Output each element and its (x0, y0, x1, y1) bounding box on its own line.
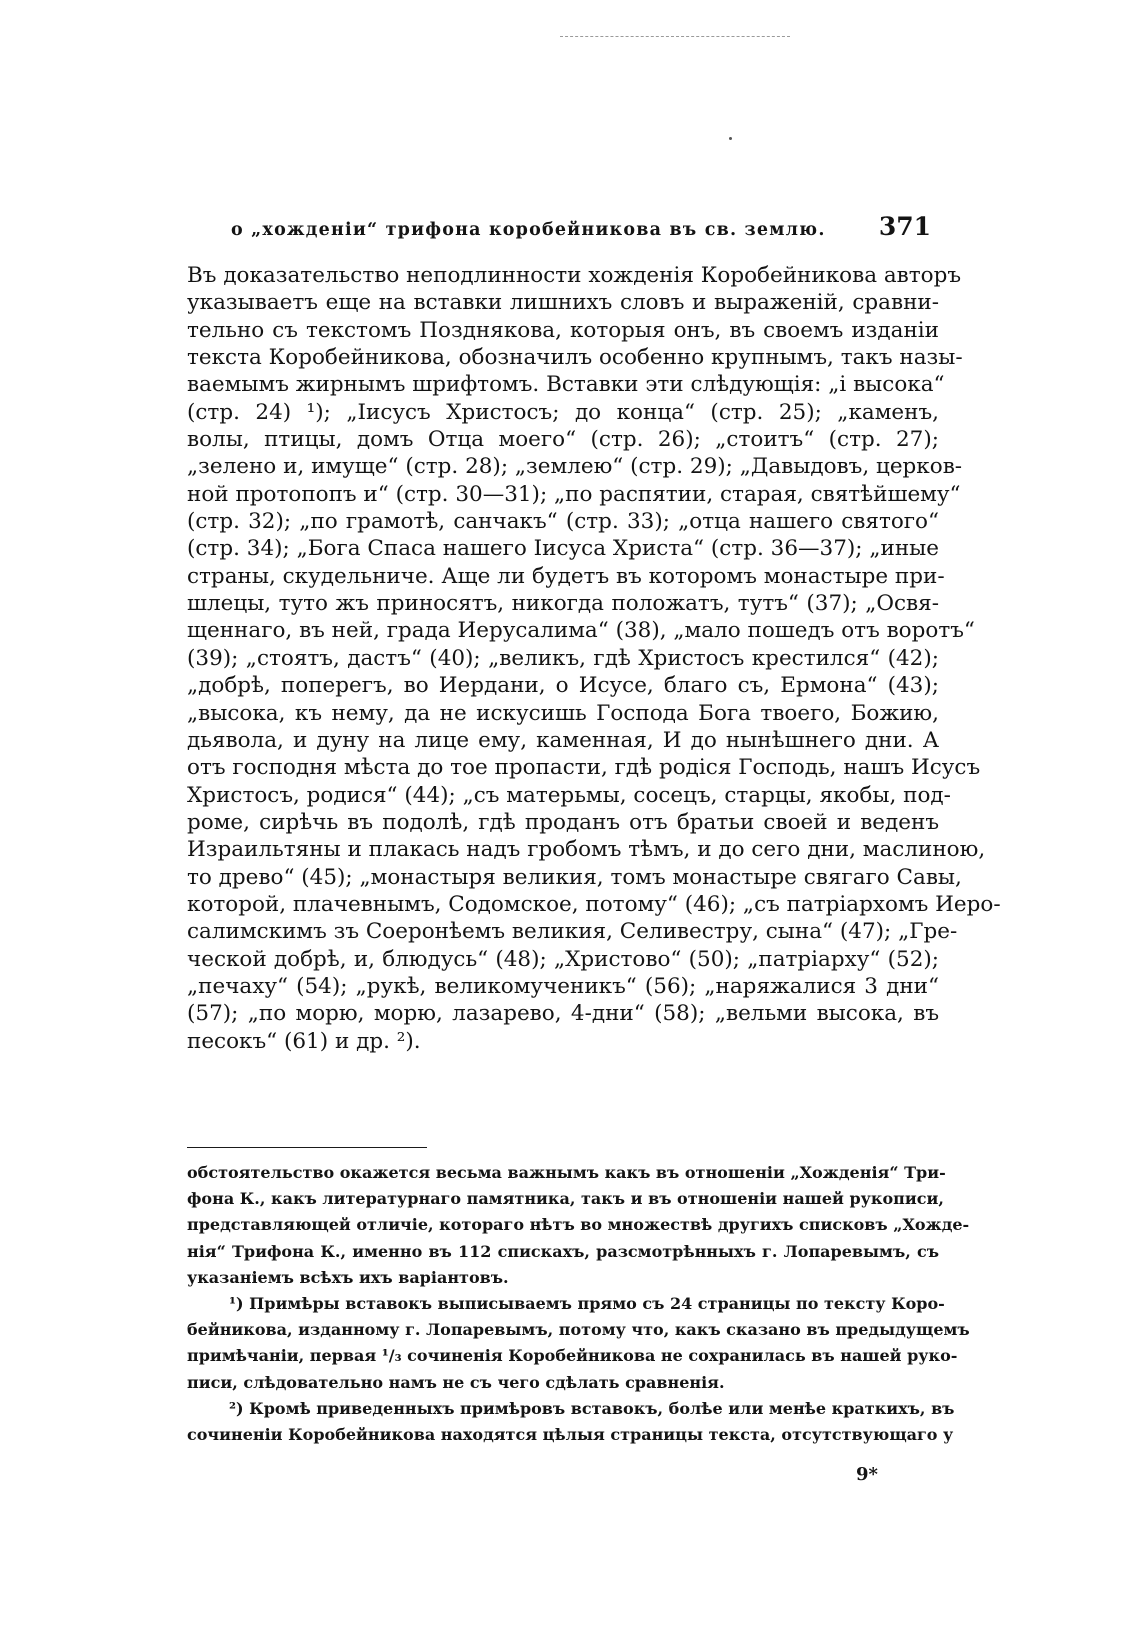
footnote-2-line: сочиненіи Коробейникова находятся цѣлыя страницы текста, отсутствующаго у (187, 1425, 954, 1445)
body-line: (57); „по морю, морю, лазарево, 4-дни“ (58); „вельми высока, въ (187, 1001, 939, 1027)
body-line: Въ доказательство неподлинности хожденія Коробейникова авторъ (187, 263, 962, 288)
body-line: „печаху“ (54); „рукѣ, великомученикъ“ (56); „наряжалися 3 дни“ (187, 973, 939, 999)
body-line: ной протопопъ и“ (стр. 30—31); „по распятии, старая, святѣйшему“ (187, 481, 961, 507)
footnote-1-line: бейникова, изданному г. Лопаревымъ, потому что, какъ сказано въ предыдущемъ (187, 1320, 970, 1340)
footnote-1-line: ¹) Примѣры вставокъ выписываемъ прямо съ 24 страницы по тексту Коро- (229, 1294, 945, 1314)
body-line: салимскимъ зъ Соеронѣемъ великия, Селивестру, сына“ (47); „Гре- (187, 919, 958, 945)
body-line: тельно съ текстомъ Позднякова, которыя онъ, въ своемъ изданіи (187, 317, 939, 343)
body-line: роме, сирѣчь въ подолѣ, гдѣ проданъ отъ братьи своей и веденъ (187, 809, 939, 835)
body-line: песокъ“ (61) и др. ²). (187, 1028, 421, 1054)
body-line: страны, скудельниче. Аще ли будетъ въ которомъ монастыре при- (187, 563, 945, 589)
body-line: ческой добрѣ, и, блюдусь“ (48); „Христово“ (50); „патріарху“ (52); (187, 946, 939, 972)
body-line: то древо“ (45); „монастыря великия, томъ монастыре свягаго Савы, (187, 864, 962, 890)
body-line: текста Коробейникова, обозначилъ особенно крупнымъ, такъ назы- (187, 345, 963, 371)
body-line: (стр. 24) ¹); „Іисусъ Христосъ; до конца“ (стр. 25); „каменъ, (187, 399, 939, 425)
body-line: (стр. 32); „по грамотѣ, санчакъ“ (стр. 33); „отца нашего святого“ (187, 509, 939, 535)
footnote-line: представляющей отличіе, котораго нѣтъ во множествѣ другихъ списковъ „Хожде- (187, 1215, 970, 1235)
page-number: 371 (878, 212, 931, 241)
body-line: дьявола, и дуну на лице ему, каменная, И до нынѣшнего дни. А (187, 727, 939, 753)
footnote-divider (187, 1147, 427, 1148)
running-head (231, 212, 931, 241)
running-title: о „хожденіи“ трифона коробейникова въ св. землю. (231, 220, 826, 240)
body-line: указываетъ еще на вставки лишнихъ словъ и выраженій, сравни- (187, 290, 939, 316)
body-line: щеннаго, въ ней, града Иерусалима“ (38), „мало пошедъ отъ воротъ“ (187, 618, 975, 644)
signature-mark: 9* (856, 1464, 878, 1485)
footnote-line: фона К., какъ литературнаго памятника, такъ и въ отношеніи нашей рукописи, (187, 1189, 944, 1209)
footnote-line: указаніемъ всѣхъ ихъ варіантовъ. (187, 1267, 509, 1287)
body-line: Израильтяны и плакась надъ гробомъ тѣмъ, и до сего дни, маслиною, (187, 837, 986, 863)
footnotes (187, 1160, 970, 1448)
body-line: (стр. 34); „Бога Спаса нашего Іисуса Христа“ (стр. 36—37); „иные (187, 536, 939, 562)
body-line: которой, плачевнымъ, Содомское, потому“ (46); „съ патріархомъ Иеро- (187, 891, 1001, 917)
footnote-line: нія“ Трифона К., именно въ 112 спискахъ, разсмотрѣнныхъ г. Лопаревымъ, съ (187, 1241, 939, 1261)
footnote-line: обстоятельство окажется весьма важнымъ какъ въ отношеніи „Хожденія“ Три- (187, 1163, 946, 1182)
footnote-2-line: ²) Кромѣ приведенныхъ примѣровъ вставокъ, болѣе или менѣе краткихъ, въ (229, 1398, 955, 1418)
body-line: волы, птицы, домъ Отца моего“ (стр. 26); „стоитъ“ (стр. 27); (187, 427, 939, 453)
footnote-1-line: примѣчаніи, первая ¹/₃ сочиненія Коробейникова не сохранилась въ нашей руко- (187, 1346, 958, 1366)
body-line: Христосъ, родися“ (44); „съ матерьмы, сосецъ, старцы, якобы, под- (187, 782, 951, 808)
scan-artifact-dot (729, 137, 732, 140)
body-line: ваемымъ жирнымъ шрифтомъ. Вставки эти слѣдующія: „і высока“ (187, 372, 945, 398)
body-line: „зелено и, имуще“ (стр. 28); „землею“ (стр. 29); „Давыдовъ, церков- (187, 454, 963, 480)
body-line: (39); „стоятъ, дастъ“ (40); „великъ, гдѣ Христосъ крестился“ (42); (187, 645, 939, 671)
body-line: отъ господня мѣста до тое пропасти, гдѣ родіся Господь, нашъ Исусъ (187, 755, 981, 781)
main-paragraph (187, 262, 1001, 1055)
body-line: шлецы, туто жъ приносятъ, никогда положатъ, тутъ“ (37); „Освя- (187, 591, 939, 617)
body-line: „добрѣ, поперегъ, во Иердани, о Исусе, благо съ, Ермона“ (43); (187, 673, 939, 699)
footnote-1-line: писи, слѣдовательно намъ не съ чего сдѣлать сравненія. (187, 1372, 725, 1392)
body-line: „высока, къ нему, да не искусишь Господа Бога твоего, Божию, (187, 700, 939, 726)
scan-artifact-line (560, 36, 790, 37)
